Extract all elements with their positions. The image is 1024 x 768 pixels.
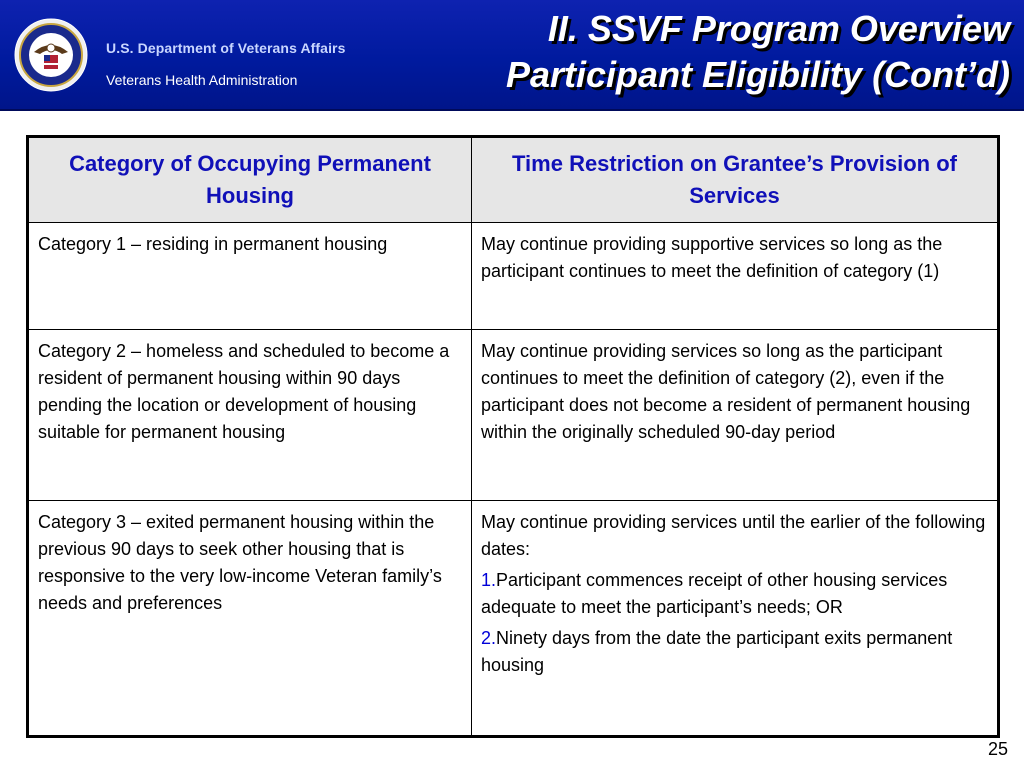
- table-row: [28, 223, 999, 330]
- restriction-cell: [472, 501, 999, 737]
- eligibility-table-container: [26, 135, 1000, 738]
- restriction-intro: May continue providing services until the earlier of the following dates:: [481, 512, 986, 559]
- list-item: [481, 625, 988, 679]
- list-number: 1.: [481, 570, 497, 590]
- category-cell: Category 3 – exited permanent housing within the previous 90 days to seek other housing that is responsive to the very low-income Veteran family’s needs and preferences: [28, 501, 472, 737]
- restriction-cell: May continue providing services so long as the participant continues to meet the definition of category (2), even if the participant does not become a resident of permanent housing within the originally scheduled 90-day period: [472, 330, 999, 501]
- list-item: [481, 567, 988, 621]
- column-header-time-restriction: Time Restriction on Grantee’s Provision of Services: [472, 137, 999, 223]
- table-header-row: [28, 137, 999, 223]
- slide-title: [506, 6, 1010, 98]
- header-banner: [0, 0, 1024, 111]
- table-row: [28, 501, 999, 737]
- restriction-cell: May continue providing supportive services so long as the participant continues to meet the definition of category (1): [472, 223, 999, 330]
- slide-title-line-2: Participant Eligibility (Cont’d): [506, 54, 1010, 95]
- eligibility-table: [26, 135, 1000, 738]
- category-cell: Category 2 – homeless and scheduled to become a resident of permanent housing within 90 days pending the location or development of housing suitable for permanent housing: [28, 330, 472, 501]
- category-cell: Category 1 – residing in permanent housing: [28, 223, 472, 330]
- administration-name: Veterans Health Administration: [106, 72, 298, 88]
- list-text: Participant commences receipt of other housing services adequate to meet the participant’s needs; OR: [481, 570, 948, 617]
- table-row: [28, 330, 999, 501]
- agency-name: U.S. Department of Veterans Affairs: [106, 40, 346, 56]
- list-number: 2.: [481, 628, 497, 648]
- slide-title-line-1: II. SSVF Program Overview: [547, 8, 1010, 49]
- va-seal-icon: [14, 18, 88, 92]
- list-text: Ninety days from the date the participant exits permanent housing: [481, 628, 953, 675]
- column-header-category: Category of Occupying Permanent Housing: [28, 137, 472, 223]
- page-number: 25: [987, 739, 1008, 759]
